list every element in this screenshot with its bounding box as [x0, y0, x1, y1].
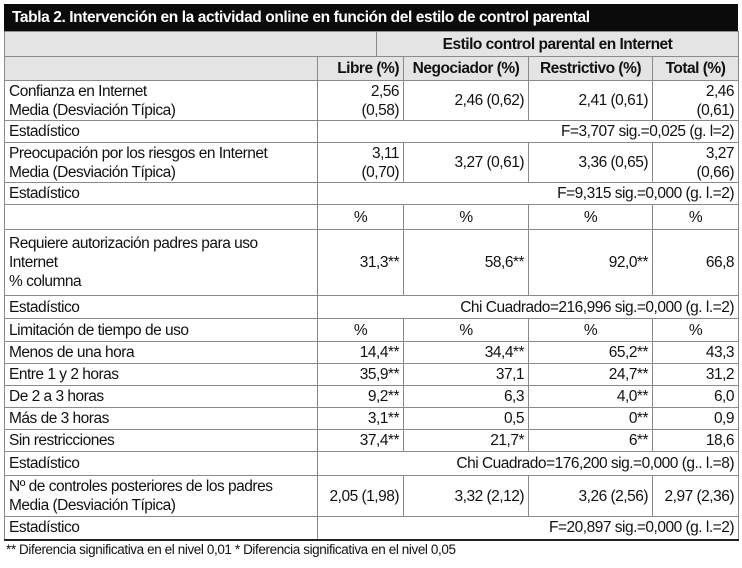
value: (0,70): [361, 163, 399, 181]
value: (0,66): [696, 163, 734, 181]
label-line: % columna: [9, 273, 82, 290]
row-label: Entre 1 y 2 horas: [5, 364, 318, 386]
cell-libre: %: [318, 319, 404, 342]
cell-restrictivo: 92,0**: [529, 230, 653, 296]
row-label: Estadístico: [5, 296, 318, 319]
group-header: Estilo control parental en Internet: [377, 32, 739, 57]
row-label: Menos de una hora: [5, 342, 318, 364]
table-row: [5, 386, 739, 408]
table-row-statistic: [5, 517, 739, 540]
table-row-statistic: [5, 452, 739, 476]
cell-negociador: 21,7*: [404, 430, 529, 452]
cell-libre: [318, 143, 404, 183]
label-line: Requiere autorización padres para uso: [9, 235, 258, 252]
col-libre: Libre (%): [318, 57, 404, 81]
col-restrictivo: Restrictivo (%): [529, 57, 653, 81]
cell-libre: [318, 81, 404, 121]
empty-cell: [5, 205, 318, 230]
cell-total: %: [653, 205, 739, 230]
cell-restrictivo: 3,26 (2,56): [529, 476, 653, 517]
table-row: [5, 430, 739, 452]
empty-header-cell: [5, 32, 377, 57]
row-label: [5, 476, 318, 517]
cell-restrictivo: 0**: [529, 408, 653, 430]
data-table: [4, 31, 739, 541]
cell-libre: %: [318, 205, 404, 230]
cell-restrictivo: %: [529, 205, 653, 230]
label-line: Media (Desviación Típica): [9, 497, 176, 514]
cell-total: 2,97 (2,36): [653, 476, 739, 517]
cell-restrictivo: 3,36 (0,65): [529, 143, 653, 183]
cell-total: [653, 81, 739, 121]
cell-negociador: 2,46 (0,62): [404, 81, 529, 121]
column-header-row: [5, 57, 739, 81]
cell-libre: 31,3**: [318, 230, 404, 296]
group-header-row: [5, 32, 739, 57]
cell-negociador: 0,5: [404, 408, 529, 430]
row-label: Estadístico: [5, 121, 318, 143]
table-row-autorizacion: [5, 230, 739, 296]
value: 2,46: [705, 82, 734, 100]
value: (0,61): [696, 101, 734, 119]
cell-restrictivo: 24,7**: [529, 364, 653, 386]
label-line: Internet: [9, 254, 58, 271]
value: (0,58): [361, 101, 399, 119]
cell-total: 6,0: [653, 386, 739, 408]
cell-total: %: [653, 319, 739, 342]
row-label: Más de 3 horas: [5, 408, 318, 430]
label-line: Media (Desviación Típica): [9, 163, 176, 181]
cell-total: [653, 143, 739, 183]
cell-negociador: 3,27 (0,61): [404, 143, 529, 183]
col-negociador: Negociador (%): [404, 57, 529, 81]
row-label: Estadístico: [5, 183, 318, 205]
cell-libre: 9,2**: [318, 386, 404, 408]
row-label: Estadístico: [5, 517, 318, 540]
table-row-statistic: [5, 121, 739, 143]
statistic-value: Chi Cuadrado=176,200 sig.=0,000 (g.. l.=8): [318, 452, 739, 476]
table-row-preocupacion: [5, 143, 739, 183]
statistic-value: F=9,315 sig.=0,000 (g. l.=2): [318, 183, 739, 205]
cell-negociador: 6,3: [404, 386, 529, 408]
cell-total: 43,3: [653, 342, 739, 364]
cell-libre: 14,4**: [318, 342, 404, 364]
label-line: Preocupación por los riesgos en Internet: [9, 144, 268, 162]
label-line: Media (Desviación Típica): [9, 101, 176, 119]
cell-libre: 35,9**: [318, 364, 404, 386]
cell-libre: 2,05 (1,98): [318, 476, 404, 517]
label-line: Confianza en Internet: [9, 82, 147, 100]
cell-negociador: 58,6**: [404, 230, 529, 296]
table-title: Tabla 2. Intervención en la actividad online en función del estilo de control parental: [4, 4, 738, 31]
row-label: [5, 143, 318, 183]
statistic-value: Chi Cuadrado=216,996 sig.=0,000 (g. l.=2): [318, 296, 739, 319]
cell-libre: 3,1**: [318, 408, 404, 430]
cell-total: 31,2: [653, 364, 739, 386]
footnote: ** Diferencia significativa en el nivel 0,01 * Diferencia significativa en el nivel 0,05: [6, 542, 456, 557]
row-label: [5, 230, 318, 296]
statistic-value: F=3,707 sig.=0,025 (g. l=2): [318, 121, 739, 143]
label-line: Nº de controles posteriores de los padres: [9, 478, 273, 495]
table-row-statistic: [5, 296, 739, 319]
row-label: Sin restricciones: [5, 430, 318, 452]
empty-header-cell: [5, 57, 318, 81]
table-row: [5, 408, 739, 430]
cell-negociador: %: [404, 319, 529, 342]
table-row-confianza: [5, 81, 739, 121]
cell-restrictivo: 2,41 (0,61): [529, 81, 653, 121]
table-row-controles: [5, 476, 739, 517]
table-row-percent-header: [5, 205, 739, 230]
col-total: Total (%): [653, 57, 739, 81]
cell-negociador: 37,1: [404, 364, 529, 386]
table-container: [4, 4, 738, 541]
row-label: De 2 a 3 horas: [5, 386, 318, 408]
statistic-value: F=20,897 sig.=0,000 (g. l.=2): [318, 517, 739, 540]
table-row: [5, 364, 739, 386]
cell-restrictivo: %: [529, 319, 653, 342]
cell-total: 18,6: [653, 430, 739, 452]
cell-negociador: 34,4**: [404, 342, 529, 364]
row-label: Limitación de tiempo de uso: [5, 319, 318, 342]
cell-total: 0,9: [653, 408, 739, 430]
table-row-statistic: [5, 183, 739, 205]
value: 3,27: [705, 144, 734, 162]
cell-negociador: 3,32 (2,12): [404, 476, 529, 517]
row-label: [5, 81, 318, 121]
cell-negociador: %: [404, 205, 529, 230]
table-row-limitacion: [5, 319, 739, 342]
cell-restrictivo: 4,0**: [529, 386, 653, 408]
cell-restrictivo: 6**: [529, 430, 653, 452]
cell-total: 66,8: [653, 230, 739, 296]
row-label: Estadístico: [5, 452, 318, 476]
value: 3,11: [371, 144, 399, 162]
cell-libre: 37,4**: [318, 430, 404, 452]
cell-restrictivo: 65,2**: [529, 342, 653, 364]
value: 2,56: [370, 82, 399, 100]
table-row: [5, 342, 739, 364]
